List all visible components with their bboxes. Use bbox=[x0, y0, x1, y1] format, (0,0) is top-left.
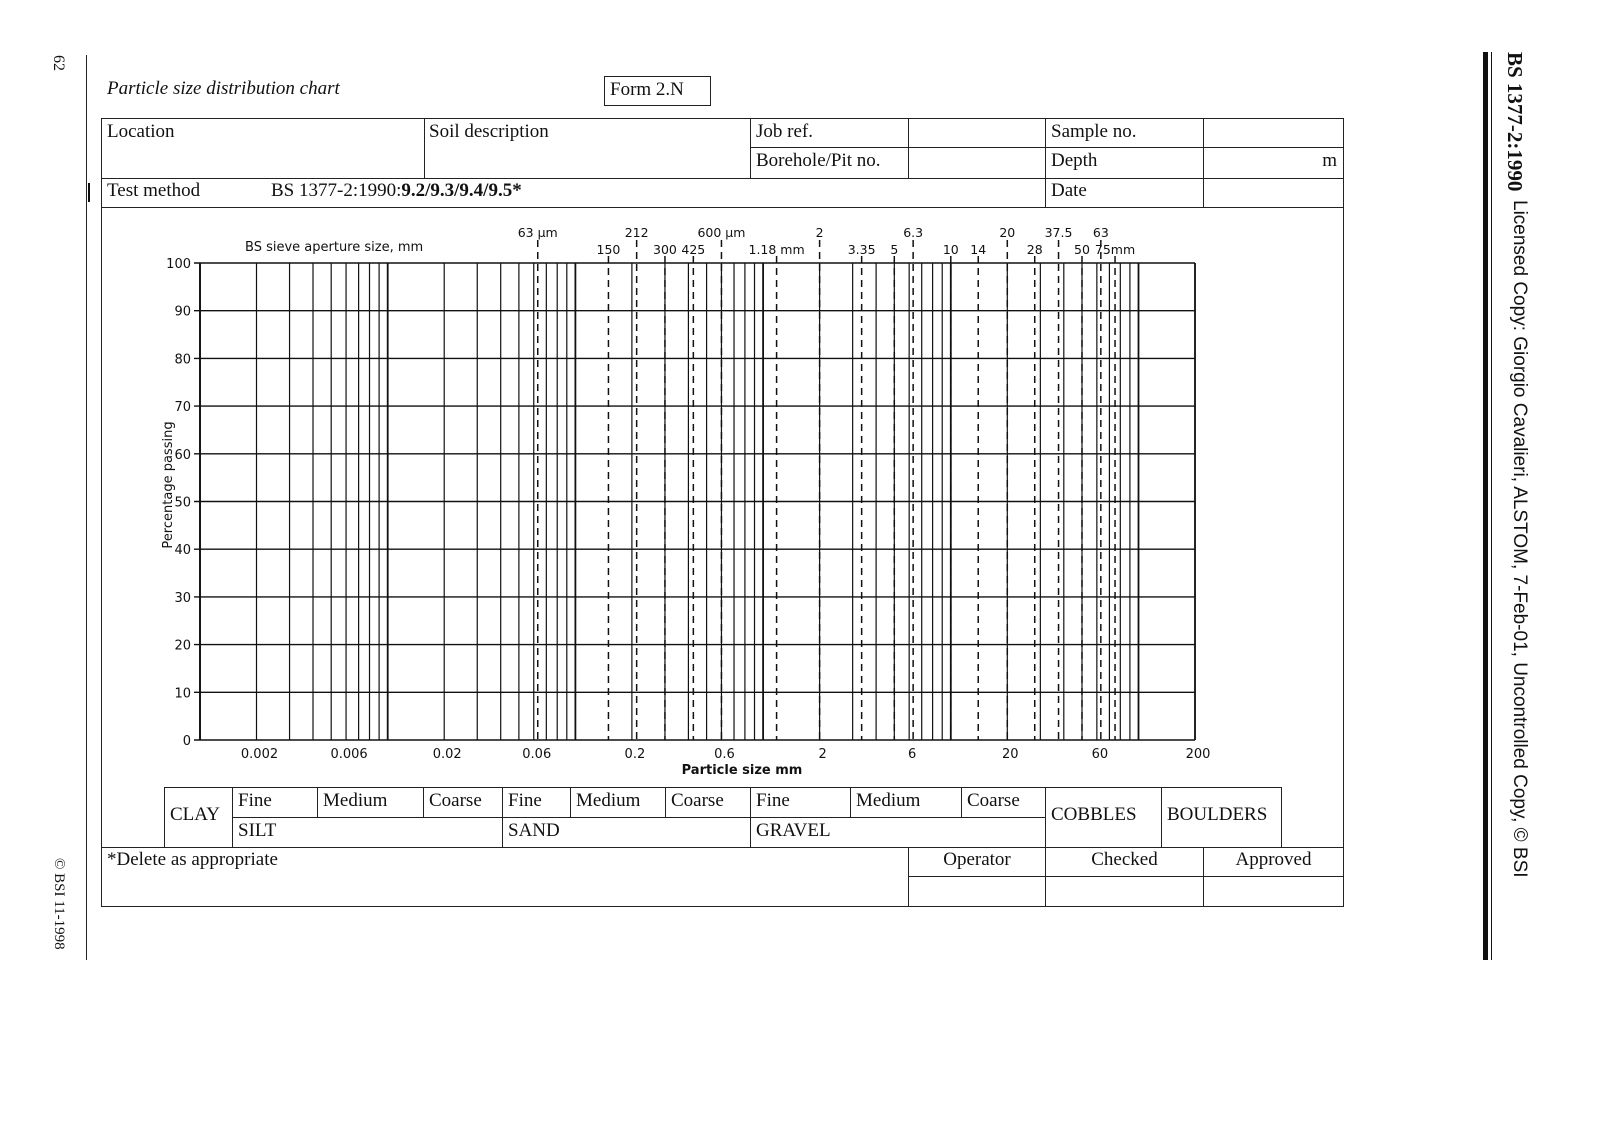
sample-no-label: Sample no. bbox=[1051, 121, 1137, 142]
cobbles-label: COBBLES bbox=[1051, 804, 1137, 825]
silt-cell bbox=[232, 817, 503, 848]
y-tick-label-90: 90 bbox=[174, 304, 191, 320]
y-tick-label-50: 50 bbox=[174, 495, 191, 511]
gravel-fine-cell bbox=[750, 787, 851, 818]
y-tick-label-80: 80 bbox=[174, 352, 191, 368]
depth-unit: m bbox=[1322, 150, 1337, 171]
sand-medium-label: Medium bbox=[576, 790, 641, 811]
y-tick-label-30: 30 bbox=[174, 590, 191, 606]
sieve-label-7: 2 bbox=[815, 225, 824, 240]
sieve-label-17: 63 bbox=[1092, 225, 1109, 240]
date-label: Date bbox=[1051, 180, 1087, 201]
sieve-label-5: 600 µm bbox=[697, 225, 746, 240]
x-tick-label-2: 0.02 bbox=[432, 747, 462, 762]
sand-fine-cell bbox=[502, 787, 571, 818]
copyright-footer: © BSI 11-1998 bbox=[51, 858, 67, 950]
sieve-label-0: 63 µm bbox=[517, 225, 558, 240]
x-tick-label-9: 60 bbox=[1091, 747, 1109, 762]
sieve-label-2: 212 bbox=[624, 225, 649, 240]
soil-description-label: Soil description bbox=[429, 121, 549, 142]
sieve-lines bbox=[538, 240, 1115, 740]
cobbles-cell bbox=[1045, 787, 1162, 848]
test-method-label: Test method bbox=[107, 180, 201, 201]
silt-label: SILT bbox=[238, 820, 277, 841]
location-label: Location bbox=[107, 121, 175, 142]
approved-field[interactable] bbox=[1203, 876, 1344, 907]
chart-grid bbox=[194, 263, 1195, 740]
sieve-label-12: 14 bbox=[970, 242, 987, 257]
y-tick-label-10: 10 bbox=[174, 686, 191, 702]
x-tick-label-4: 0.2 bbox=[624, 747, 646, 762]
gravel-medium-cell bbox=[850, 787, 962, 818]
sand-coarse-cell bbox=[665, 787, 751, 818]
silt-medium-cell bbox=[317, 787, 424, 818]
sieve-label-10: 6.3 bbox=[903, 225, 924, 240]
sieve-label-15: 37.5 bbox=[1044, 225, 1073, 240]
sand-label: SAND bbox=[508, 820, 560, 841]
sieve-label-8: 3.35 bbox=[847, 242, 876, 257]
sieve-label-14: 28 bbox=[1026, 242, 1043, 257]
y-tick-label-100: 100 bbox=[166, 257, 191, 272]
y-tick-label-20: 20 bbox=[174, 638, 191, 654]
delete-note: *Delete as appropriate bbox=[107, 849, 278, 870]
sieve-label-3: 300 bbox=[653, 242, 677, 257]
operator-label: Operator bbox=[943, 849, 1011, 870]
clay-cell bbox=[164, 787, 233, 848]
gravel-coarse-label: Coarse bbox=[967, 790, 1020, 811]
y-tick-label-60: 60 bbox=[174, 447, 191, 463]
sand-coarse-label: Coarse bbox=[671, 790, 724, 811]
approved-label-cell bbox=[1203, 847, 1344, 877]
x-tick-label-8: 20 bbox=[1002, 747, 1019, 762]
x-tick-label-6: 2 bbox=[818, 747, 827, 762]
x-tick-label-7: 6 bbox=[908, 747, 917, 762]
form-title: Particle size distribution chart bbox=[107, 78, 340, 99]
checked-label-cell bbox=[1045, 847, 1204, 877]
silt-coarse-cell bbox=[423, 787, 503, 818]
checked-field[interactable] bbox=[1045, 876, 1204, 907]
boulders-cell bbox=[1161, 787, 1282, 848]
y-tick-label-70: 70 bbox=[174, 400, 191, 416]
form-number: Form 2.N bbox=[610, 79, 684, 100]
y-axis-label: Percentage passing bbox=[161, 421, 176, 549]
silt-medium-label: Medium bbox=[323, 790, 388, 811]
sieve-label-1: 150 bbox=[596, 242, 621, 257]
checked-label: Checked bbox=[1091, 849, 1158, 870]
gravel-coarse-cell bbox=[961, 787, 1046, 818]
operator-label-cell bbox=[908, 847, 1046, 877]
x-tick-label-3: 0.06 bbox=[522, 747, 552, 762]
delete-note-cell bbox=[101, 847, 909, 907]
x-tick-label-5: 0.6 bbox=[714, 747, 735, 762]
sieve-label-18: 75mm bbox=[1094, 242, 1136, 257]
approved-label: Approved bbox=[1235, 849, 1312, 870]
x-tick-label-1: 0.006 bbox=[330, 747, 368, 762]
sieve-label-13: 20 bbox=[999, 225, 1016, 240]
operator-field[interactable] bbox=[908, 876, 1046, 907]
sieve-label-9: 5 bbox=[890, 242, 899, 257]
sieve-label-4: 425 bbox=[681, 242, 706, 257]
silt-fine-label: Fine bbox=[238, 790, 272, 811]
sieve-label-16: 50 bbox=[1074, 242, 1090, 257]
sand-medium-cell bbox=[570, 787, 666, 818]
clay-label: CLAY bbox=[170, 804, 220, 825]
test-method-prefix: BS 1377-2:1990: bbox=[271, 180, 402, 201]
sand-cell bbox=[502, 817, 751, 848]
page-number: 62 bbox=[50, 55, 67, 71]
test-method-clauses: 9.2/9.3/9.4/9.5* bbox=[401, 180, 522, 201]
sieve-label-11: 10 bbox=[942, 242, 959, 257]
x-tick-label-10: 200 bbox=[1185, 747, 1211, 762]
standard-reference: BS 1377-2:1990 bbox=[1503, 52, 1527, 192]
sieve-label-6: 1.18 mm bbox=[748, 242, 805, 257]
license-watermark: Licensed Copy: Giorgio Cavalieri, ALSTOM, 7-Feb-01, Uncontrolled Copy, © BSI bbox=[1509, 200, 1530, 878]
borehole-label: Borehole/Pit no. bbox=[756, 150, 881, 171]
chart-title: BS sieve aperture size, mm bbox=[245, 240, 424, 255]
gravel-medium-label: Medium bbox=[856, 790, 921, 811]
gravel-fine-label: Fine bbox=[756, 790, 790, 811]
y-tick-label-0: 0 bbox=[182, 734, 191, 749]
gravel-label: GRAVEL bbox=[756, 820, 831, 841]
silt-fine-cell bbox=[232, 787, 318, 818]
boulders-label: BOULDERS bbox=[1167, 804, 1268, 825]
silt-coarse-label: Coarse bbox=[429, 790, 482, 811]
x-tick-label-0: 0.002 bbox=[240, 747, 279, 762]
y-tick-label-40: 40 bbox=[174, 543, 191, 559]
x-axis-label: Particle size mm bbox=[681, 763, 803, 778]
depth-label: Depth bbox=[1051, 150, 1098, 171]
job-ref-label: Job ref. bbox=[756, 121, 813, 142]
sand-fine-label: Fine bbox=[508, 790, 542, 811]
gravel-cell bbox=[750, 817, 1046, 848]
